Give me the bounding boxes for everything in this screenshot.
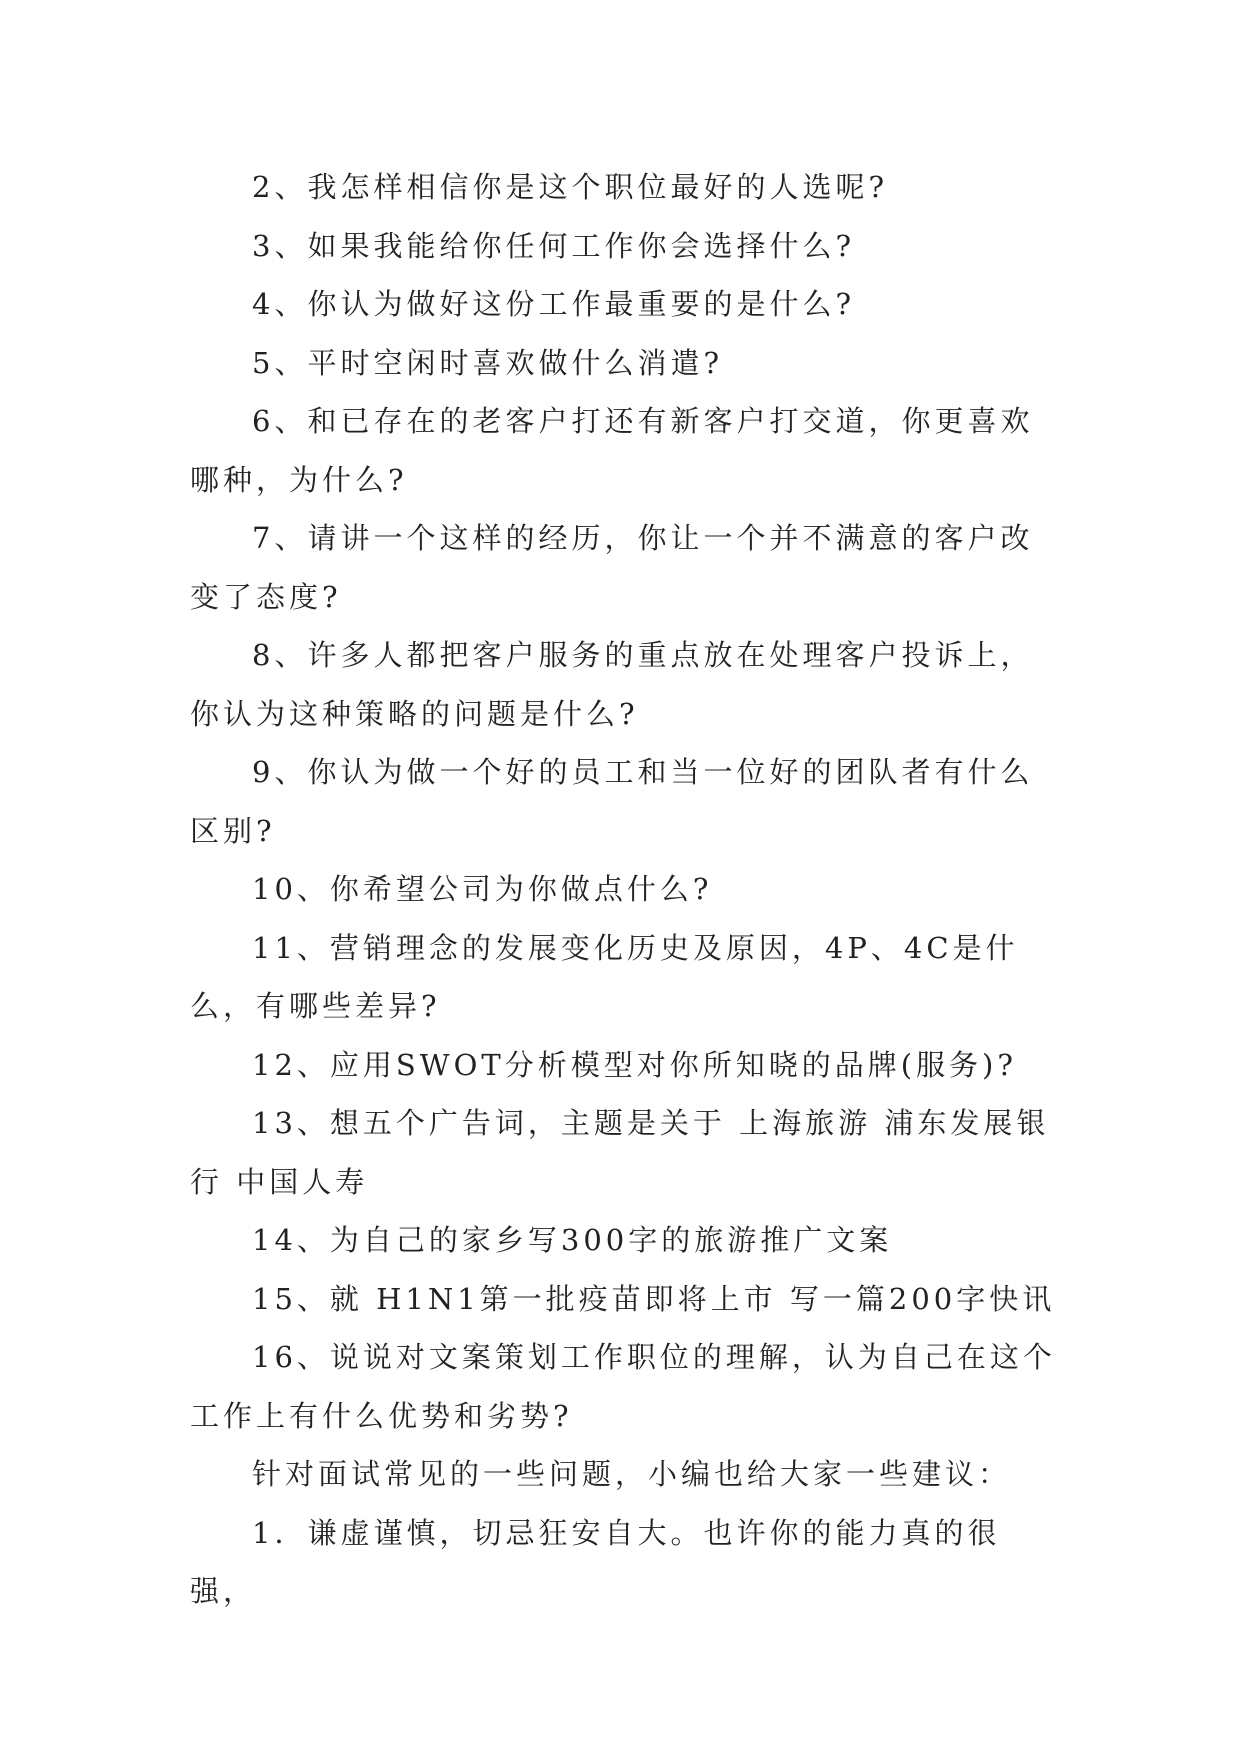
paragraph-q8: 8、许多人都把客户服务的重点放在处理客户投诉上，你认为这种策略的问题是什么? (190, 638, 1034, 731)
paragraph-q4: 4、你认为做好这份工作最重要的是什么? (252, 287, 855, 321)
paragraph-q9: 9、你认为做一个好的员工和当一位好的团队者有什么区别? (190, 755, 1034, 848)
paragraph-advice-1: 1．谦虚谨慎，切忌狂安自大。也许你的能力真的很强， (190, 1515, 1001, 1608)
paragraph-q7: 7、请讲一个这样的经历，你让一个并不满意的客户改变了态度? (190, 521, 1034, 614)
paragraph-q3: 3、如果我能给你任何工作你会选择什么? (252, 228, 855, 263)
paragraph-q14: 14、为自己的家乡写300字的旅游推广文案 (252, 1223, 893, 1257)
paragraph-q16: 16、说说对文案策划工作职位的理解，认为自己在这个工作上有什么优势和劣势? (190, 1340, 1056, 1433)
paragraph-q2: 2、我怎样相信你是这个职位最好的人选呢? (252, 170, 888, 204)
paragraph-q11: 11、营销理念的发展变化历史及原因，4P、4C是什么，有哪些差异? (190, 930, 1019, 1023)
paragraph-q10: 10、你希望公司为你做点什么? (252, 872, 713, 906)
paragraph-advice-intro: 针对面试常见的一些问题，小编也给大家一些建议： (252, 1457, 1012, 1491)
paragraph-q6: 6、和已存在的老客户打还有新客户打交道，你更喜欢哪种，为什么? (190, 404, 1034, 497)
document-body (190, 158, 1060, 1621)
paragraph-q13: 13、想五个广告词，主题是关于 上海旅游 浦东发展银行 中国人寿 (190, 1106, 1050, 1199)
paragraph-q12: 12、应用SWOT分析模型对你所知晓的品牌(服务)? (252, 1047, 1017, 1082)
paragraph-q5: 5、平时空闲时喜欢做什么消遣? (252, 345, 723, 380)
paragraph-q15: 15、就 H1N1第一批疫苗即将上市 写一篇200字快讯 (252, 1281, 1056, 1316)
